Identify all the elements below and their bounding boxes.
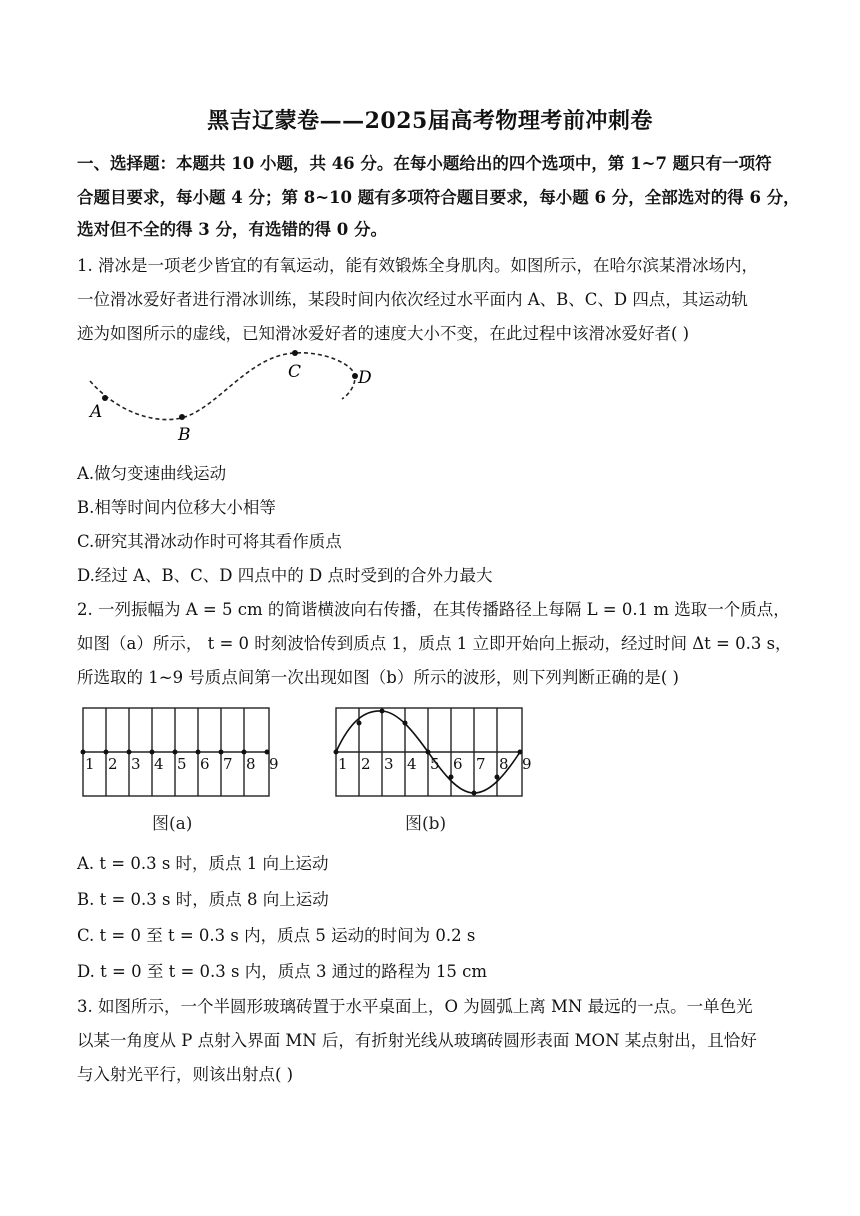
a-label-5: 5 xyxy=(177,755,187,773)
label-d: D xyxy=(358,368,372,388)
q2-option-d: D. t = 0 至 t = 0.3 s 内，质点 3 通过的路程为 15 cm xyxy=(77,962,488,981)
b-label-2: 2 xyxy=(361,755,371,773)
section-instruction-line-2: 合题目要求，每小题 4 分；第 8~10 题有多项符合题目要求，每小题 6 分，全部选对的得 6 分， xyxy=(77,188,800,207)
wave-figure-a xyxy=(80,705,290,840)
trajectory-dashed-curve xyxy=(90,353,355,420)
b-label-6: 6 xyxy=(453,755,463,773)
section-instruction-line-1: 一、选择题：本题共 10 小题，共 46 分。在每小题给出的四个选项中，第 1~7 题只有一项符 xyxy=(77,154,772,173)
label-b: B xyxy=(178,425,191,445)
point-a-marker xyxy=(102,395,108,401)
q3-stem-line-3: 与入射光平行，则该出射点( ) xyxy=(77,1065,294,1084)
q1-option-d: D.经过 A、B、C、D 四点中的 D 点时受到的合外力最大 xyxy=(77,566,493,585)
a-label-2: 2 xyxy=(108,755,118,773)
a-label-8: 8 xyxy=(246,755,256,773)
b-label-9: 9 xyxy=(522,755,532,773)
q1-option-c: C.研究其滑冰动作时可将其看作质点 xyxy=(77,532,342,551)
b-label-5: 5 xyxy=(430,755,440,773)
q3-stem-line-1: 3. 如图所示，一个半圆形玻璃砖置于水平桌面上，O 为圆弧上离 MN 最远的一点。一单色光 xyxy=(77,997,753,1016)
a-label-6: 6 xyxy=(200,755,210,773)
q1-stem-line-2: 一位滑冰爱好者进行滑冰训练，某段时间内依次经过水平面内 A、B、C、D 四点，其运动轨 xyxy=(77,290,748,309)
b-label-1: 1 xyxy=(338,755,348,773)
label-a: A xyxy=(90,402,103,422)
q2-stem-line-2: 如图（a）所示， t = 0 时刻波恰传到质点 1，质点 1 立即开始向上振动，经过时间 Δt = 0.3 s， xyxy=(77,634,792,653)
skating-trajectory-figure xyxy=(80,345,380,445)
q2-option-a: A. t = 0.3 s 时，质点 1 向上运动 xyxy=(77,854,329,873)
q2-option-b: B. t = 0.3 s 时，质点 8 向上运动 xyxy=(77,890,329,909)
exam-title: 黑吉辽蒙卷——2025届高考物理考前冲刺卷 xyxy=(207,108,653,134)
fig-a-caption: 图(a) xyxy=(152,814,193,834)
point-b-marker xyxy=(179,414,185,420)
a-label-9: 9 xyxy=(269,755,279,773)
q3-stem-line-2: 以某一角度从 P 点射入界面 MN 后，有折射光线从玻璃砖圆形表面 MON 某点射出，且恰好 xyxy=(77,1031,757,1050)
a-label-1: 1 xyxy=(85,755,95,773)
b-label-3: 3 xyxy=(384,755,394,773)
section-instruction-line-3: 选对但不全的得 3 分，有选错的得 0 分。 xyxy=(77,220,387,239)
point-c-marker xyxy=(292,350,298,356)
wave-figure-b xyxy=(333,705,543,840)
q2-stem-line-3: 所选取的 1~9 号质点间第一次出现如图（b）所示的波形，则下列判断正确的是( ) xyxy=(77,668,679,687)
a-label-4: 4 xyxy=(154,755,164,773)
b-label-8: 8 xyxy=(499,755,509,773)
q1-stem-line-1: 1. 滑冰是一项老少皆宜的有氧运动，能有效锻炼全身肌肉。如图所示，在哈尔滨某滑冰场内， xyxy=(77,256,758,275)
q1-stem-line-3: 迹为如图所示的虚线，已知滑冰爱好者的速度大小不变，在此过程中该滑冰爱好者( ) xyxy=(77,324,690,343)
label-c: C xyxy=(288,362,302,382)
b-label-4: 4 xyxy=(407,755,417,773)
q2-stem-line-1: 2. 一列振幅为 A = 5 cm 的简谐横波向右传播，在其传播路径上每隔 L = 0.1 m 选取一个质点， xyxy=(77,600,790,619)
b-label-7: 7 xyxy=(476,755,486,773)
a-label-7: 7 xyxy=(223,755,233,773)
q2-option-c: C. t = 0 至 t = 0.3 s 内，质点 5 运动的时间为 0.2 s xyxy=(77,926,476,945)
q1-option-a: A.做匀变速曲线运动 xyxy=(77,464,227,483)
fig-b-caption: 图(b) xyxy=(405,814,447,834)
a-label-3: 3 xyxy=(131,755,141,773)
q1-option-b: B.相等时间内位移大小相等 xyxy=(77,498,276,517)
